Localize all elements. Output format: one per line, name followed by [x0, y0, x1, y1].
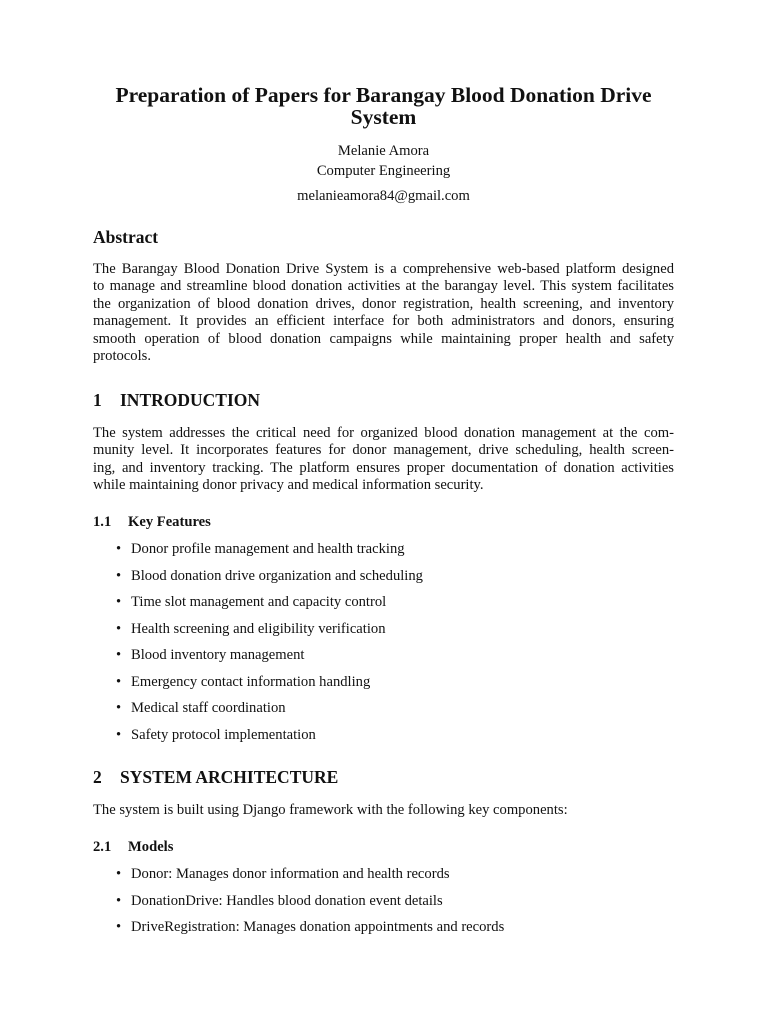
- abstract-heading: Abstract: [93, 227, 159, 247]
- list-item-text: Blood donation drive organization and scheduling: [131, 567, 423, 584]
- section-title: INTRODUCTION: [120, 390, 261, 410]
- bullet-icon: •: [116, 620, 122, 637]
- section-number: 2: [93, 767, 102, 787]
- author-email: melanieamora84@gmail.com: [297, 188, 470, 204]
- list-item-text: Blood inventory management: [131, 647, 305, 663]
- bullet-icon: •: [116, 673, 122, 690]
- introduction-paragraph: [93, 425, 674, 495]
- list-item-text: Donor profile management and health tracking: [131, 541, 405, 557]
- title-line-1: Preparation of Papers for Barangay Blood Donation Drive: [115, 83, 652, 107]
- list-item-text: DonationDrive: Handles blood donation event details: [131, 892, 443, 909]
- list-item-text: DriveRegistration: Manages donation appointments and records: [131, 919, 505, 935]
- abstract-line: to manage and streamline blood donation activities at the barangay level. This system facilitates: [93, 278, 674, 295]
- bullet-icon: •: [116, 541, 122, 557]
- abstract-line: smooth operation of blood donation campaigns while maintaining proper health and safety: [93, 330, 674, 347]
- list-item-text: Donor: Manages donor information and health records: [131, 866, 450, 882]
- introduction-line: while maintaining donor privacy and medical information security.: [93, 477, 484, 494]
- title-line-2: System: [350, 105, 417, 129]
- bullet-icon: •: [116, 919, 122, 935]
- architecture-intro-line: The system is built using Django framework with the following key components:: [93, 802, 568, 818]
- subsection-2-1-heading: [93, 838, 173, 856]
- bullet-icon: •: [116, 892, 122, 909]
- subsection-number: 2.1: [93, 839, 112, 855]
- abstract-line: The Barangay Blood Donation Drive System is a comprehensive web-based platform designed: [93, 261, 674, 277]
- author-block: [93, 141, 674, 206]
- subsection-title: Key Features: [128, 514, 211, 530]
- architecture-intro: [93, 802, 674, 819]
- list-item-text: Emergency contact information handling: [131, 673, 371, 690]
- section-title: SYSTEM ARCHITECTURE: [120, 767, 339, 787]
- list-item-text: Time slot management and capacity control: [131, 594, 387, 610]
- bullet-icon: •: [116, 866, 122, 882]
- bullet-icon: •: [116, 700, 122, 716]
- bullet-icon: •: [116, 567, 122, 584]
- bullet-icon: •: [116, 647, 122, 663]
- bullet-icon: •: [116, 594, 122, 610]
- section-2-heading: [93, 766, 338, 788]
- section-1-heading: [93, 389, 260, 411]
- list-item-text: Medical staff coordination: [131, 700, 286, 716]
- introduction-line: ing, and inventory tracking. The platform ensures proper documentation of donation activities: [93, 459, 674, 476]
- abstract-line: the organization of blood donation drives, donor registration, health screening, and inventory: [93, 295, 674, 312]
- list-item-text: Health screening and eligibility verification: [131, 620, 386, 637]
- subsection-title: Models: [128, 839, 174, 855]
- list-item-text: Safety protocol implementation: [131, 726, 316, 743]
- author-name: Melanie Amora: [337, 143, 430, 159]
- introduction-line: The system addresses the critical need for organized blood donation management at the com-: [93, 425, 674, 441]
- subsection-number: 1.1: [93, 514, 112, 530]
- abstract-line: management. It provides an efficient interface for both administrators and donors, ensuring: [93, 313, 674, 330]
- author-affiliation: Computer Engineering: [316, 163, 451, 179]
- abstract-paragraph: [93, 261, 674, 365]
- abstract-line: protocols.: [93, 348, 151, 365]
- introduction-line: munity level. It incorporates features for donor management, drive scheduling, health screen-: [93, 442, 674, 459]
- subsection-1-1-heading: [93, 513, 211, 531]
- section-number: 1: [93, 390, 102, 410]
- bullet-icon: •: [116, 726, 122, 743]
- paper-title: [93, 84, 674, 128]
